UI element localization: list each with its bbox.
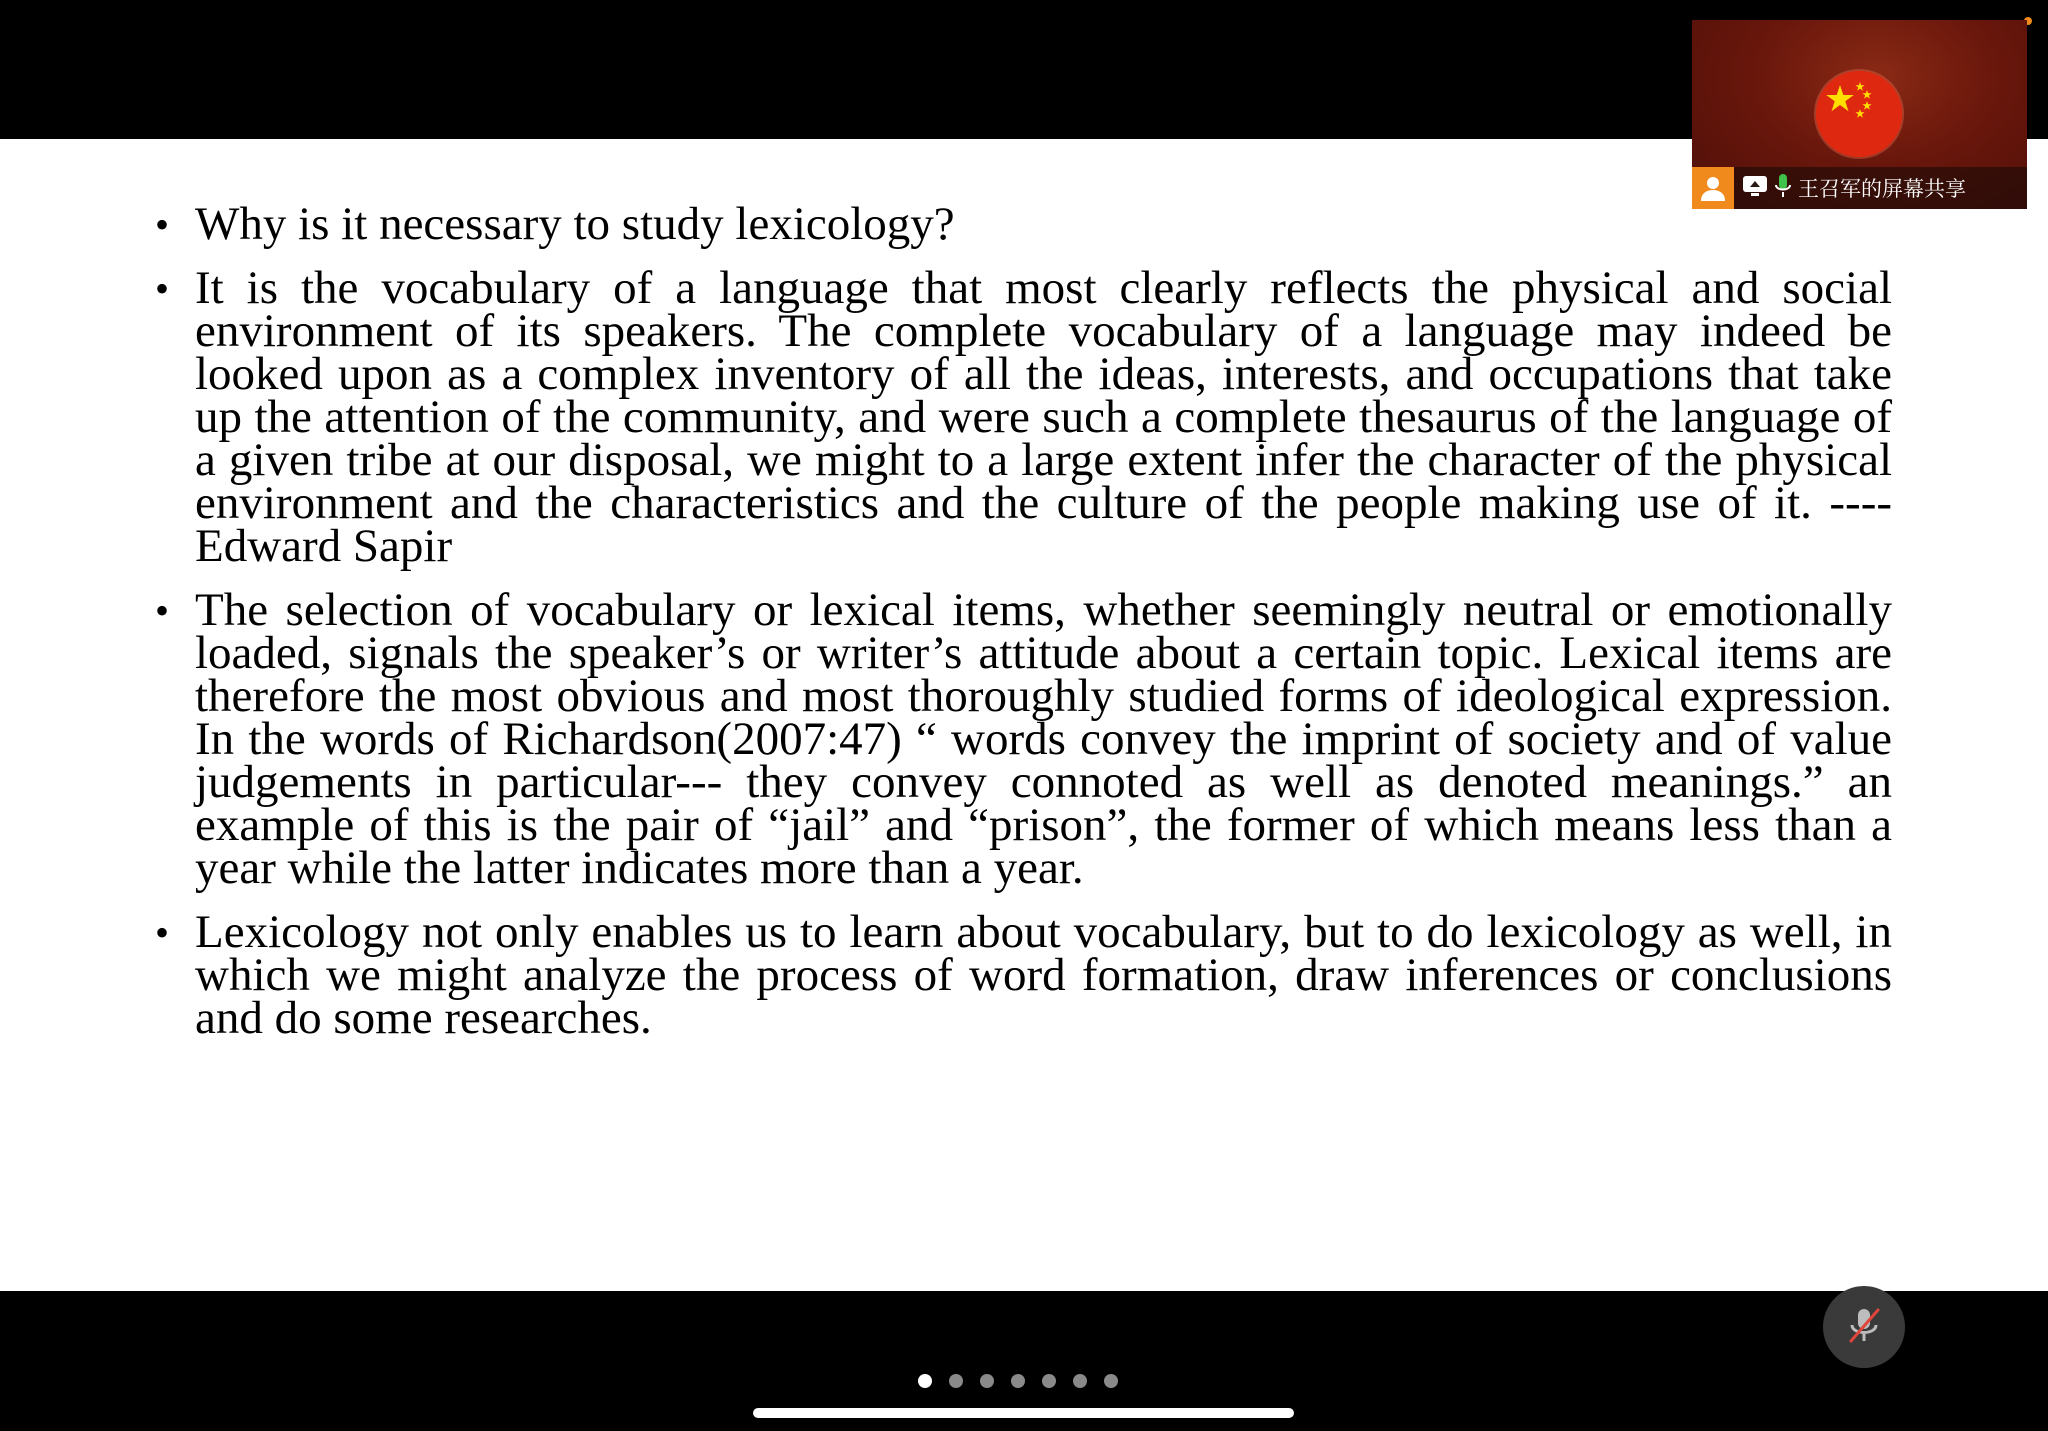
page-dot[interactable] <box>918 1374 932 1388</box>
microphone-muted-icon <box>1842 1303 1886 1352</box>
bullet-item <box>155 262 1892 572</box>
page-dot[interactable] <box>949 1374 963 1388</box>
bullet-dot: • <box>155 202 170 247</box>
person-icon <box>1692 167 1734 209</box>
bullet-item <box>155 906 1892 1044</box>
bullet-item <box>155 584 1892 894</box>
page-dot[interactable] <box>1042 1374 1056 1388</box>
bullet-text: Lexicology not only enables us to learn about vocabulary, but to do lexicology as well, in which we might analyze the process of word formation, draw inferences or conclusions and do some researches. <box>195 906 1892 1044</box>
bullet-text: It is the vocabulary of a language that most clearly reflects the physical and social environment of its speakers. The complete vocabulary of a language may indeed be looked upon as a complex inventory of all the ideas, interests, and occupations that take up the attention of the community, and were such a complete thesaurus of the language of a given tribe at our disposal, we might to a large extent infer the character of the physical environment and the characteristics and the culture of the people making use of it. ----Edward Sapir <box>195 262 1892 572</box>
page-dot[interactable] <box>980 1374 994 1388</box>
bullet-item <box>155 198 1892 250</box>
share-label <box>1734 167 2027 209</box>
bullet-list <box>155 198 1892 1061</box>
bullet-dot: • <box>155 910 170 955</box>
page-dot[interactable] <box>1073 1374 1087 1388</box>
bullet-text: The selection of vocabulary or lexical items, whether seemingly neutral or emotionally loaded, signals the speaker’s or writer’s attitude about a certain topic. Lexical items are therefore the most obvious and most thoroughly studied forms of ideological expression. In the words of Richardson(2007:47) “ words convey the imprint of society and of value judgements in particular--- they convey connoted as well as denoted meanings.” an example of this is the pair of “jail” and “prison”, the former of which means less than a year while the latter indicates more than a year. <box>195 584 1892 894</box>
page-indicator <box>918 1374 1118 1388</box>
bullet-dot: • <box>155 266 170 311</box>
bullet-text: Why is it necessary to study lexicology? <box>195 198 955 250</box>
microphone-icon <box>1774 173 1792 204</box>
mute-toggle-button[interactable] <box>1823 1286 1905 1368</box>
page-dot[interactable] <box>1011 1374 1025 1388</box>
share-label-bar <box>1692 167 2027 209</box>
home-indicator[interactable] <box>753 1408 1294 1418</box>
china-flag-icon <box>1816 71 1902 157</box>
presentation-slide <box>0 139 2048 1291</box>
bullet-dot: • <box>155 588 170 633</box>
screen-share-icon <box>1742 174 1768 203</box>
share-label-text: 王召军的屏幕共享 <box>1798 177 1966 201</box>
screen-share-video-tile[interactable] <box>1692 20 2027 209</box>
page-dot[interactable] <box>1104 1374 1118 1388</box>
